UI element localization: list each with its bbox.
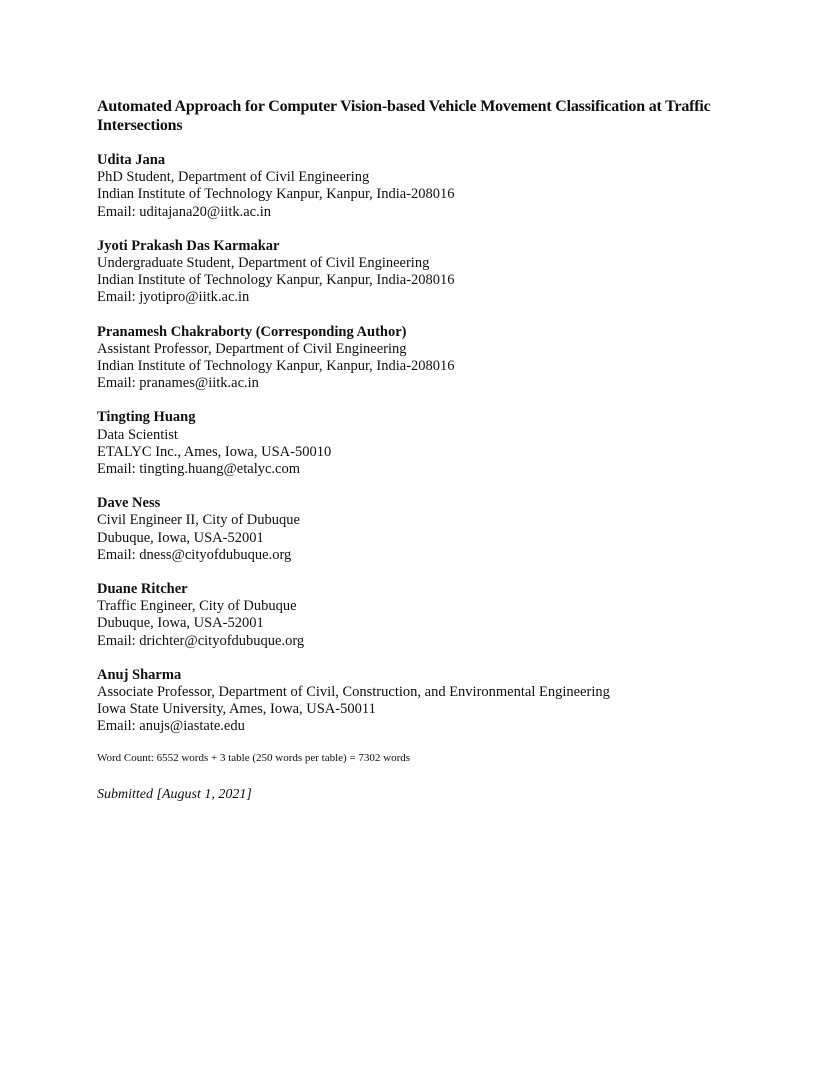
author-name: Udita Jana bbox=[97, 152, 166, 168]
author-affiliation: Dubuque, Iowa, USA-52001 bbox=[97, 615, 264, 632]
author-block bbox=[97, 495, 777, 564]
author-email: Email: tingting.huang@etalyc.com bbox=[97, 461, 301, 478]
author-block bbox=[97, 324, 777, 393]
author-position: Data Scientist bbox=[97, 426, 178, 443]
author-position: Assistant Professor, Department of Civil Engineering bbox=[97, 340, 407, 357]
author-email: Email: drichter@cityofdubuque.org bbox=[97, 632, 305, 649]
author-name: Dave Ness bbox=[97, 495, 161, 512]
author-position: PhD Student, Department of Civil Engineering bbox=[97, 169, 370, 186]
author-name: Tingting Huang bbox=[97, 409, 196, 426]
author-email: Email: pranames@iitk.ac.in bbox=[97, 375, 259, 392]
author-email: Email: dness@cityofdubuque.org bbox=[97, 546, 292, 563]
author-position: Civil Engineer II, City of Dubuque bbox=[97, 512, 300, 529]
author-affiliation: Indian Institute of Technology Kanpur, Kanpur, India-208016 bbox=[97, 272, 455, 289]
paper-title: Automated Approach for Computer Vision-based Vehicle Movement Classification at Traffic Intersections bbox=[97, 98, 711, 134]
author-affiliation: Iowa State University, Ames, Iowa, USA-50011 bbox=[97, 701, 376, 718]
author-block bbox=[97, 581, 777, 650]
author-affiliation: Indian Institute of Technology Kanpur, Kanpur, India-208016 bbox=[97, 358, 455, 375]
author-affiliation: Indian Institute of Technology Kanpur, Kanpur, India-208016 bbox=[97, 186, 455, 203]
submission-date: Submitted [August 1, 2021] bbox=[97, 786, 252, 802]
word-count: Word Count: 6552 words + 3 table (250 words per table) = 7302 words bbox=[97, 751, 411, 764]
author-block bbox=[97, 667, 777, 736]
author-name: Pranamesh Chakraborty (Corresponding Author) bbox=[97, 323, 407, 340]
author-block bbox=[97, 238, 777, 307]
author-name: Anuj Sharma bbox=[97, 666, 182, 683]
title-page bbox=[97, 97, 777, 803]
author-name: Duane Ritcher bbox=[97, 581, 188, 598]
author-email: Email: anujs@iastate.edu bbox=[97, 718, 245, 735]
author-affiliation: Dubuque, Iowa, USA-52001 bbox=[97, 529, 264, 546]
author-affiliation: ETALYC Inc., Ames, Iowa, USA-50010 bbox=[97, 443, 332, 460]
author-email: Email: uditajana20@iitk.ac.in bbox=[97, 203, 272, 220]
author-block bbox=[97, 409, 777, 478]
author-position: Associate Professor, Department of Civil, Construction, and Environmental Engineering bbox=[97, 684, 610, 701]
author-email: Email: jyotipro@iitk.ac.in bbox=[97, 289, 250, 306]
author-position: Undergraduate Student, Department of Civil Engineering bbox=[97, 255, 430, 272]
author-block bbox=[97, 152, 777, 221]
author-position: Traffic Engineer, City of Dubuque bbox=[97, 598, 297, 615]
author-name: Jyoti Prakash Das Karmakar bbox=[97, 237, 280, 254]
